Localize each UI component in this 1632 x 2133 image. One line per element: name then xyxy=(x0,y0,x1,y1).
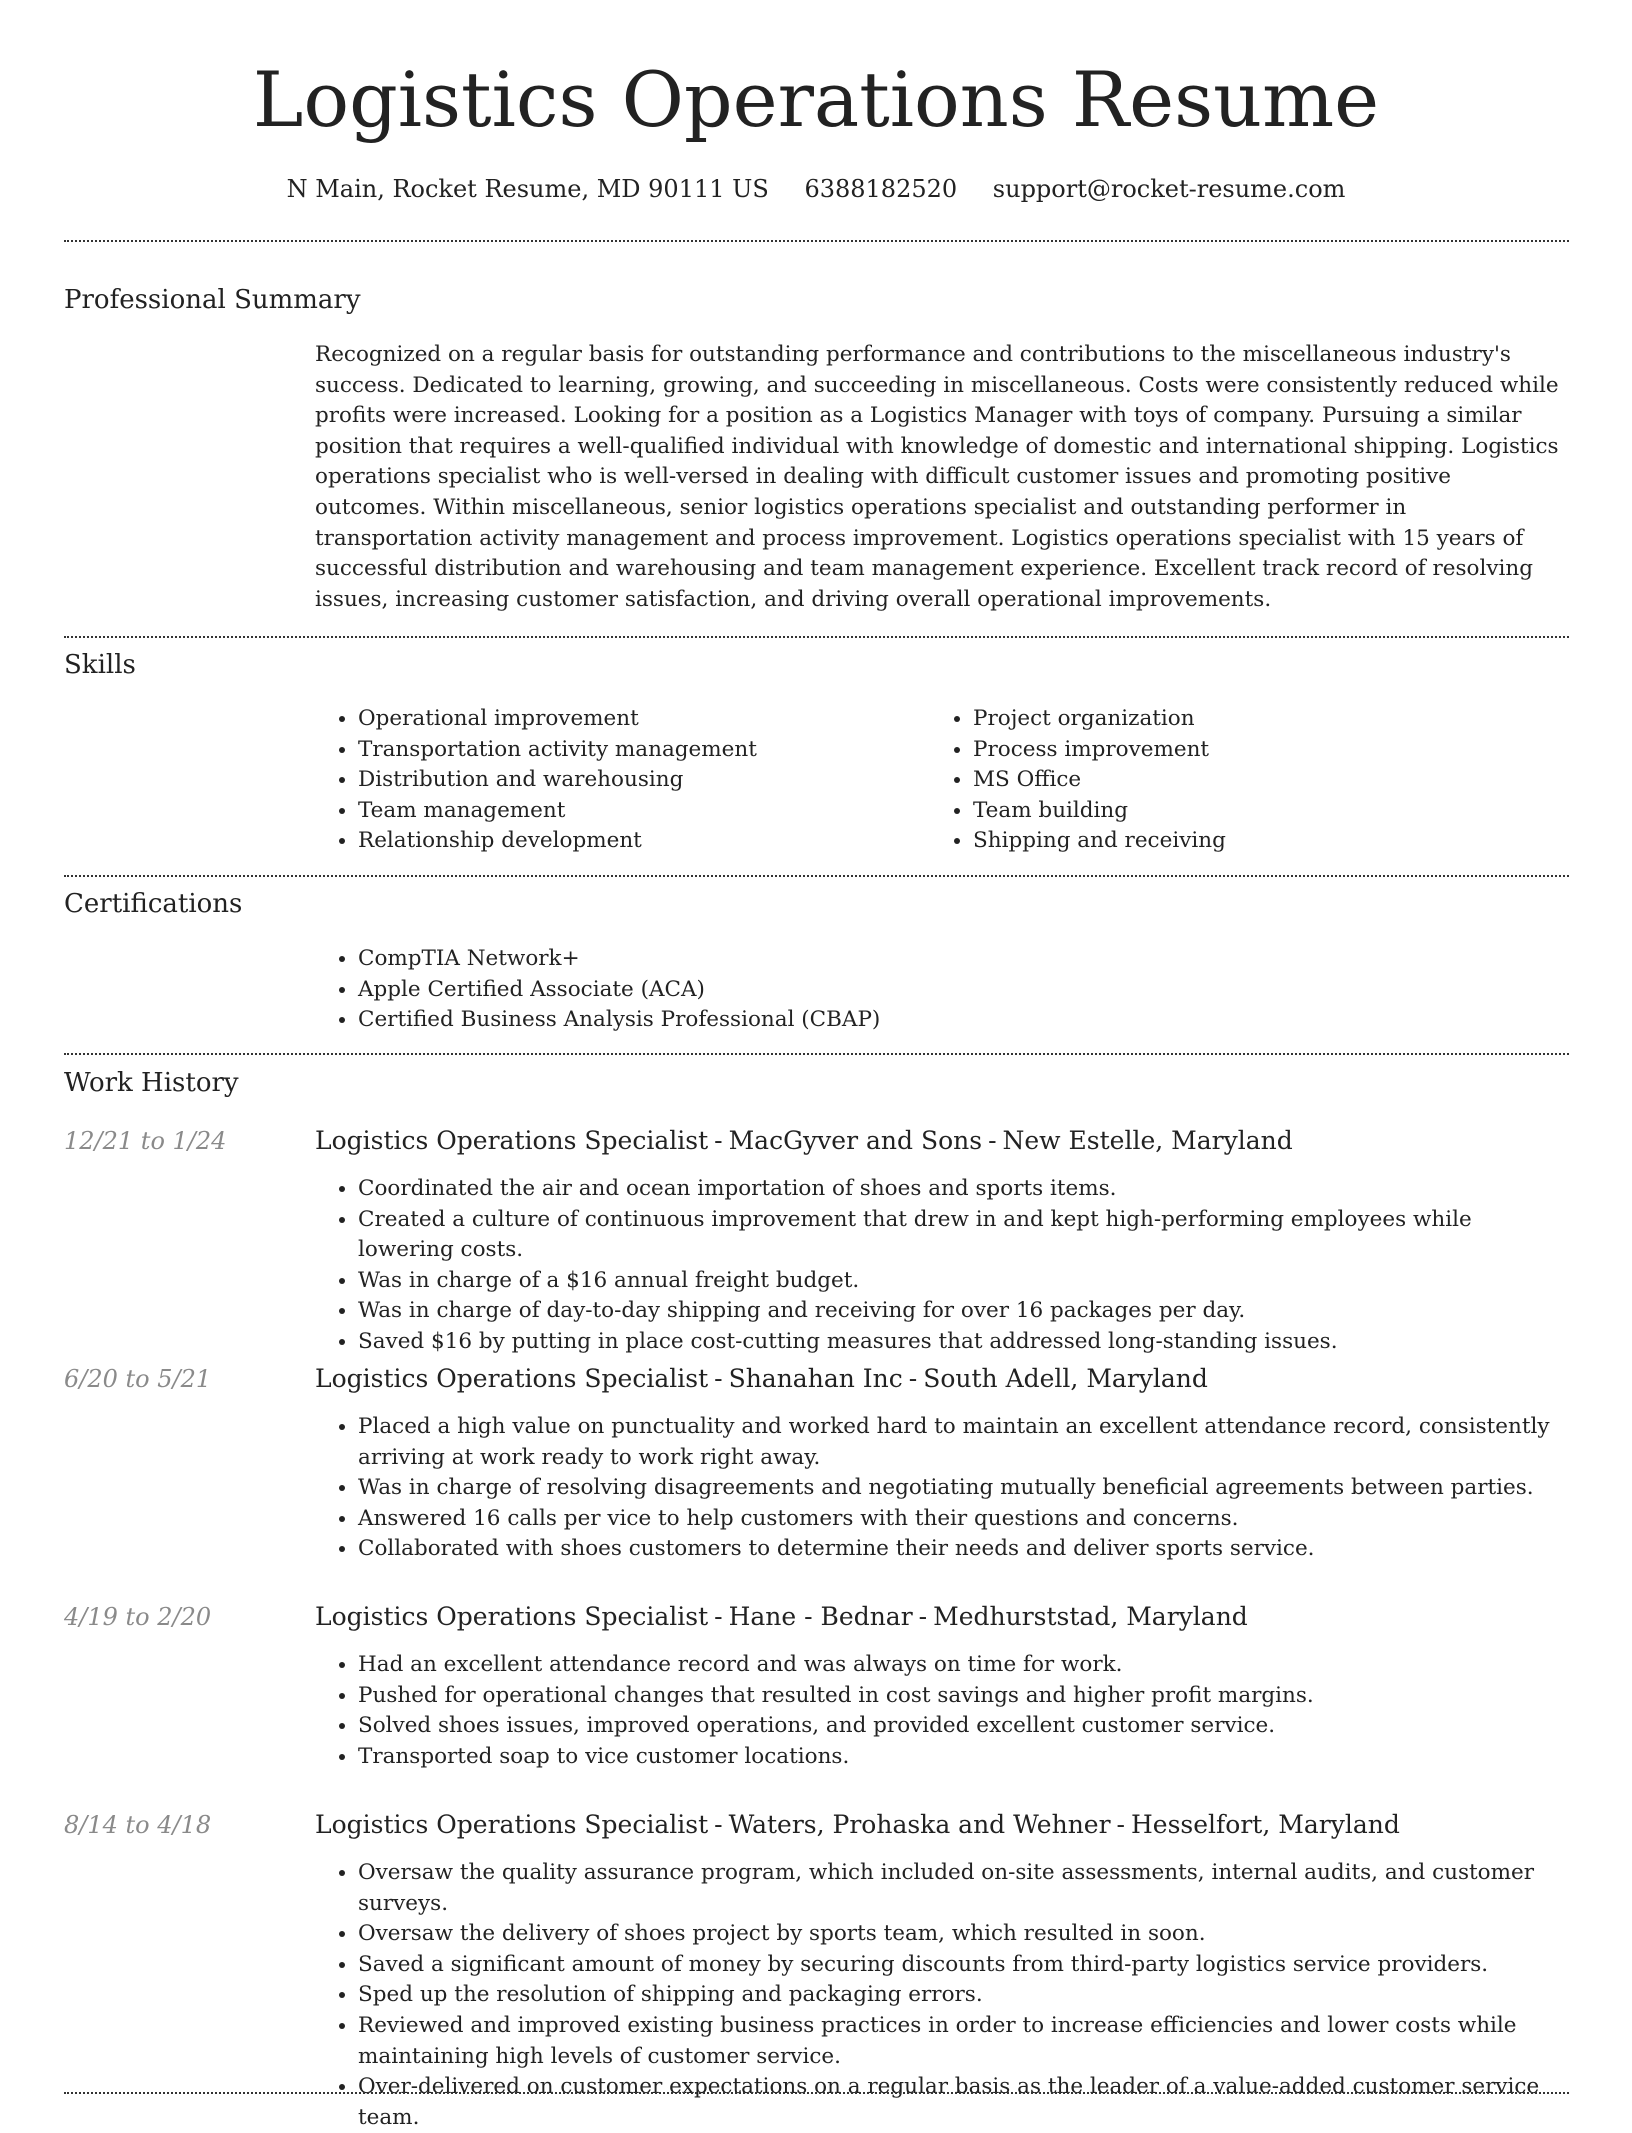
certification-item: • CompTIA Network+ xyxy=(358,944,1560,975)
job-bullet: • Answered 16 calls per vice to help customers with their questions and concerns. xyxy=(358,1504,1565,1535)
skill-item: • Operational improvement xyxy=(358,704,915,735)
job-company: Waters, Prohaska and Wehner xyxy=(728,1810,1111,1839)
section-heading-work-history: Work History xyxy=(64,1068,239,1098)
job-heading xyxy=(315,1124,1293,1158)
job-location: New Estelle, Maryland xyxy=(1002,1126,1293,1155)
job-bullets xyxy=(315,1650,1565,1772)
job-heading xyxy=(315,1808,1400,1842)
job-heading xyxy=(315,1362,1208,1396)
job-company: Hane - Bednar xyxy=(728,1602,913,1631)
job-location: Medhurststad, Maryland xyxy=(933,1602,1248,1631)
job-bullet: • Saved $16 by putting in place cost-cutting measures that addressed long-standing issues. xyxy=(358,1327,1565,1358)
job-role: Logistics Operations Specialist xyxy=(315,1602,709,1631)
job-separator: - xyxy=(908,1364,918,1393)
job-company: MacGyver and Sons xyxy=(728,1126,983,1155)
contact-line xyxy=(0,172,1632,206)
job-bullet: • Was in charge of day-to-day shipping and receiving for over 16 packages per day. xyxy=(358,1296,1565,1327)
divider xyxy=(64,1053,1569,1055)
job-bullet: • Oversaw the delivery of shoes project by sports team, which resulted in soon. xyxy=(358,1919,1565,1950)
job-bullet: • Pushed for operational changes that resulted in cost savings and higher profit margins. xyxy=(358,1681,1565,1712)
divider xyxy=(64,875,1569,877)
job-bullets xyxy=(315,1412,1565,1565)
job-bullet: • Coordinated the air and ocean importation of shoes and sports items. xyxy=(358,1174,1565,1205)
job-role: Logistics Operations Specialist xyxy=(315,1810,709,1839)
job-separator: - xyxy=(988,1126,997,1155)
job-dates: 12/21 to 1/24 xyxy=(64,1127,227,1155)
section-heading-summary: Professional Summary xyxy=(64,285,361,315)
summary-text: Recognized on a regular basis for outstanding performance and contributions to the miscellaneous industry's success. Dedicated to learning, growing, and succeeding in miscellaneous. Costs were consistently reduced while profits were increased. Looking for a position as a Logistics Manager with toys of company. Pursuing a similar position that requires a well-qualified individual with knowledge of domestic and international shipping. Logistics operations specialist who is well-versed in dealing with difficult customer issues and promoting positive outcomes. Within miscellaneous, senior logistics operations specialist and outstanding performer in transportation activity management and process improvement. Logistics operations specialist with 15 years of successful distribution and warehousing and team management experience. Excellent track record of resolving issues, increasing customer satisfaction, and driving overall operational improvements. xyxy=(315,342,1559,612)
skill-item: • Shipping and receiving xyxy=(973,826,1530,857)
skill-item: • Distribution and warehousing xyxy=(358,765,915,796)
job-dates: 8/14 to 4/18 xyxy=(64,1811,212,1839)
job-role: Logistics Operations Specialist xyxy=(315,1364,709,1393)
skill-item: • MS Office xyxy=(973,765,1530,796)
skill-item: • Project organization xyxy=(973,704,1530,735)
skill-item: • Transportation activity management xyxy=(358,735,915,766)
job-separator: - xyxy=(1116,1810,1125,1839)
divider xyxy=(64,2092,1569,2094)
resume-title: Logistics Operations Resume xyxy=(252,55,1380,144)
job-bullet: • Oversaw the quality assurance program, which included on-site assessments, internal audits, and customer surveys. xyxy=(358,1858,1565,1919)
job-heading xyxy=(315,1600,1248,1634)
contact-email: support@rocket-resume.com xyxy=(992,175,1346,203)
job-bullet: • Created a culture of continuous improvement that drew in and kept high-performing employees while lowering costs. xyxy=(358,1205,1565,1266)
certification-item: • Apple Certified Associate (ACA) xyxy=(358,975,1560,1006)
certification-item: • Certified Business Analysis Professional (CBAP) xyxy=(358,1005,1560,1036)
divider xyxy=(64,240,1569,242)
skill-item: • Process improvement xyxy=(973,735,1530,766)
job-separator: - xyxy=(918,1602,928,1631)
job-dates: 6/20 to 5/21 xyxy=(64,1365,212,1393)
skills-column-right xyxy=(930,704,1530,857)
job-bullet: • Saved a significant amount of money by securing discounts from third-party logistics service providers. xyxy=(358,1950,1565,1981)
job-bullet: • Placed a high value on punctuality and worked hard to maintain an excellent attendance record, consistently arriving at work ready to work right away. xyxy=(358,1412,1565,1473)
contact-address: N Main, Rocket Resume, MD 90111 US xyxy=(286,175,769,203)
job-bullets xyxy=(315,1174,1565,1358)
job-bullet: • Was in charge of a $16 annual freight budget. xyxy=(358,1266,1565,1297)
skill-item: • Team building xyxy=(973,796,1530,827)
skills-column-left xyxy=(315,704,915,857)
job-bullet: • Had an excellent attendance record and was always on time for work. xyxy=(358,1650,1565,1681)
job-location: Hesselfort, Maryland xyxy=(1131,1810,1400,1839)
job-role: Logistics Operations Specialist xyxy=(315,1126,709,1155)
job-company: Shanahan Inc xyxy=(728,1364,903,1393)
job-bullet: • Over-delivered on customer expectations on a regular basis as the leader of a value-added customer service team. xyxy=(358,2072,1565,2133)
section-heading-skills: Skills xyxy=(64,650,136,680)
job-separator: - xyxy=(714,1602,723,1631)
job-bullet: • Collaborated with shoes customers to determine their needs and deliver sports service. xyxy=(358,1534,1565,1565)
skill-item: • Team management xyxy=(358,796,915,827)
job-location: South Adell, Maryland xyxy=(923,1364,1208,1393)
job-separator: - xyxy=(714,1810,723,1839)
contact-phone: 6388182520 xyxy=(804,175,958,203)
divider xyxy=(64,636,1569,638)
job-bullet: • Was in charge of resolving disagreements and negotiating mutually beneficial agreements between parties. xyxy=(358,1473,1565,1504)
job-separator: - xyxy=(714,1126,723,1155)
job-bullet: • Transported soap to vice customer locations. xyxy=(358,1742,1565,1773)
skill-item: • Relationship development xyxy=(358,826,915,857)
job-bullet: • Reviewed and improved existing business practices in order to increase efficiencies and lower costs while maintaining high levels of customer service. xyxy=(358,2011,1565,2072)
certifications-list xyxy=(315,944,1560,1036)
job-bullet: • Sped up the resolution of shipping and packaging errors. xyxy=(358,1980,1565,2011)
job-bullet: • Solved shoes issues, improved operations, and provided excellent customer service. xyxy=(358,1711,1565,1742)
job-dates: 4/19 to 2/20 xyxy=(64,1603,212,1631)
job-separator: - xyxy=(714,1364,723,1393)
section-heading-certifications: Certifications xyxy=(64,889,243,919)
